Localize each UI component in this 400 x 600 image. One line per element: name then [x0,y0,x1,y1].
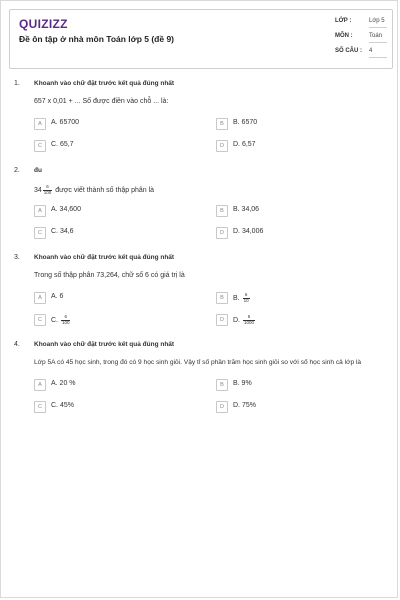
option-text: D. 75% [233,402,256,409]
option-text: B. 6570 [233,119,258,126]
option-label: B. [233,294,240,302]
option-text: D. 6,57 [233,141,256,148]
question-text: Trong số thập phân 73,264, chữ số 6 có giá trị là [34,272,185,279]
option-text: B. 34,06 [233,206,260,213]
option-label: D. [233,316,240,324]
meta-key: MÔN : [335,33,353,39]
option-letter-box: B [216,292,228,304]
option-letter-box: C [34,401,46,413]
option-text: A. 65700 [51,119,80,126]
option-letter-box: B [216,205,228,217]
question-heading: Khoanh vào chữ đặt trước kết quả đúng nhất [34,341,175,348]
meta-info [335,18,387,63]
option-text [51,315,71,325]
meta-row-subject [335,33,387,48]
fraction-numerator: 6 [43,185,53,191]
option-letter-box: D [216,401,228,413]
fraction-numerator: 6 [243,315,255,321]
option-letter-box: C [34,140,46,152]
meta-row-class [335,18,387,33]
meta-value: 4 [369,48,387,58]
question-text [34,185,154,195]
question-number: 3. [14,254,20,261]
fraction-denominator: 10 [243,297,249,303]
option-letter-box: D [216,314,228,326]
question-text: 657 x 0,01 + ... Số được điền vào chỗ ... là: [34,98,169,105]
option-text: A. 34,600 [51,206,81,213]
question-heading: Khoanh vào chữ đặt trước kết quả đúng nhất [34,254,175,261]
fraction-numerator: 6 [61,315,71,321]
option-letter-box: D [216,227,228,239]
question-text-number: 34 [34,186,42,194]
option-text [233,293,251,303]
fraction [61,315,71,325]
fraction [243,293,250,303]
question-number: 2. [14,167,20,174]
fraction [243,315,255,325]
option-text: C. 65,7 [51,141,74,148]
option-label: C. [51,316,58,324]
question-heading: Khoanh vào chữ đặt trước kết quả đúng nhất [34,80,175,87]
option-letter-box: B [216,118,228,130]
option-text: A. 20 % [51,380,76,387]
option-text: C. 45% [51,402,74,409]
question-number: 4. [14,341,20,348]
fraction-numerator: 6 [243,293,250,299]
meta-key: LỚP : [335,18,352,24]
question-heading: đu [34,167,42,174]
option-letter-box: A [34,205,46,217]
option-text: B. 9% [233,380,252,387]
worksheet-title: Đề ôn tập ở nhà môn Toán lớp 5 (đề 9) [19,34,175,44]
option-text: D. 34,006 [233,228,264,235]
fraction-denominator: 1000 [243,319,254,325]
question-text-rest: được viết thành số thập phân là [53,186,155,194]
option-letter-box: D [216,140,228,152]
option-letter-box: A [34,118,46,130]
question-number: 1. [14,80,20,87]
option-letter-box: C [34,227,46,239]
option-text [233,315,256,325]
meta-value: Toán [369,33,387,43]
option-letter-box: A [34,292,46,304]
option-letter-box: B [216,379,228,391]
question-text: Lớp 5A có 45 học sinh, trong đó có 9 học sinh giỏi. Vậy tỉ số phần trăm học sinh giỏi so với số học sinh cả lớp là [34,359,362,366]
meta-row-count [335,48,387,63]
fraction-denominator: 100 [61,319,70,325]
meta-key: SỐ CÂU : [335,48,362,54]
option-text: A. 6 [51,293,64,300]
fraction [43,185,53,195]
quizizz-logo: QUIZIZZ [19,17,68,31]
meta-value: Lớp 5 [369,18,387,28]
option-letter-box: C [34,314,46,326]
option-letter-box: A [34,379,46,391]
option-text: C. 34,6 [51,228,74,235]
fraction-denominator: 100 [43,189,52,195]
worksheet-header [9,9,393,69]
